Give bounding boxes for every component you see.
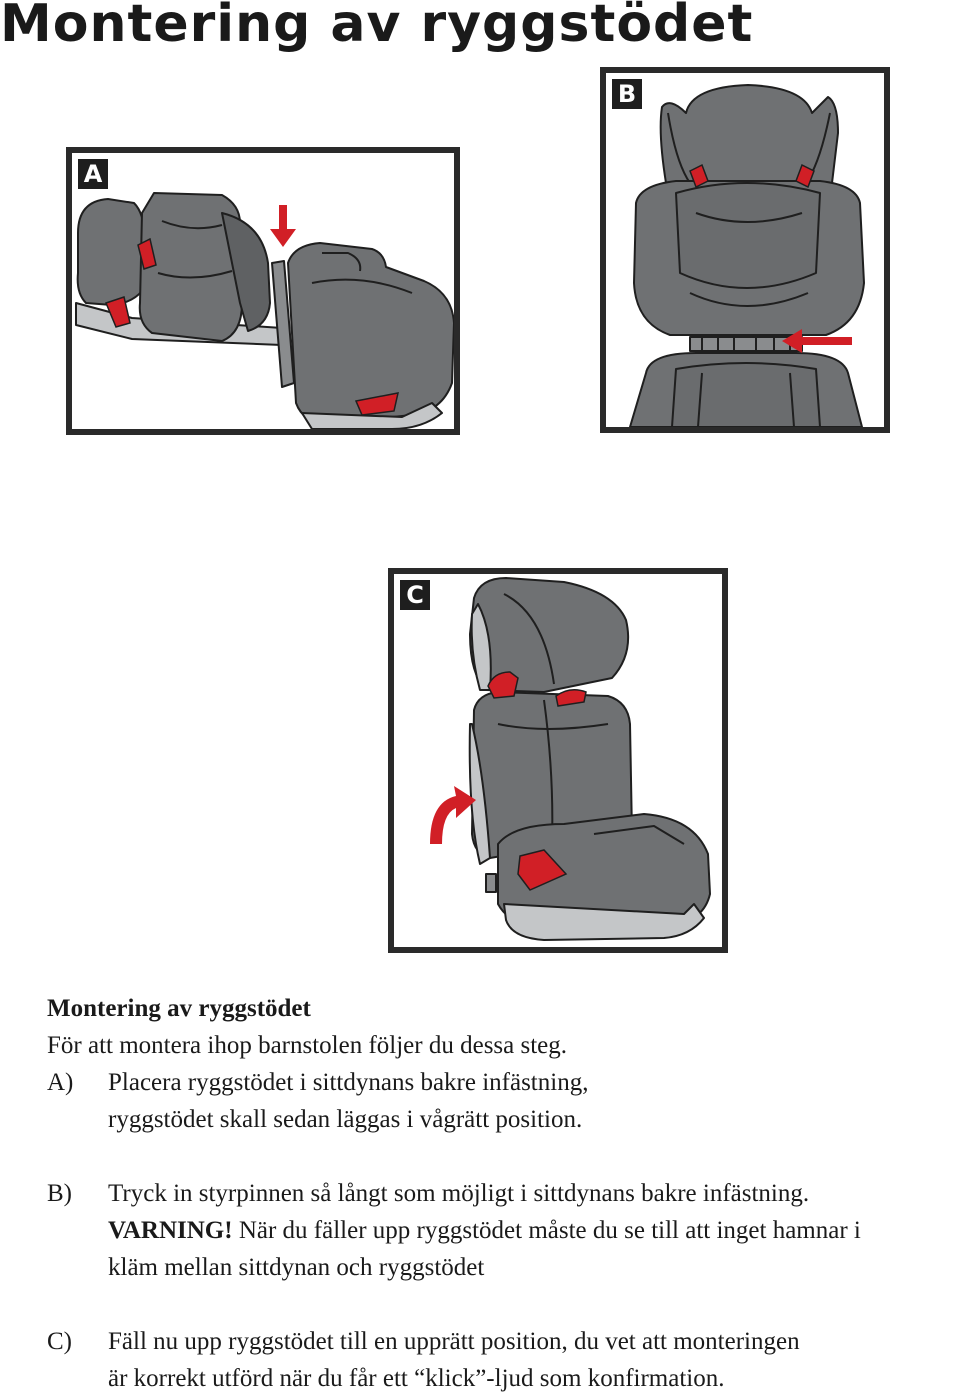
figure-a <box>66 147 460 435</box>
instructions-heading: Montering av ryggstödet <box>47 995 311 1022</box>
step-line: Tryck in styrpinnen så långt som möjligt i sittdynans bakre infästning. <box>108 1180 810 1207</box>
warning-label: VARNING! <box>108 1217 233 1244</box>
curved-arrow-icon <box>394 574 722 947</box>
step-line: Fäll nu upp ryggstödet till en upprätt position, du vet att monteringen <box>108 1328 800 1355</box>
warning-line <box>108 1212 957 1249</box>
instructions-intro: För att montera ihop barnstolen följer du dessa steg. <box>47 1032 568 1059</box>
warning-continuation: kläm mellan sittdynan och ryggstödet <box>108 1254 485 1281</box>
step-b <box>47 1175 957 1286</box>
arrow-left-icon <box>606 73 884 427</box>
figure-c <box>388 568 728 953</box>
figure-b-label: B <box>612 79 642 109</box>
step-label: C) <box>47 1328 72 1355</box>
step-line: Placera ryggstödet i sittdynans bakre infästning, <box>108 1069 589 1096</box>
step-label: A) <box>47 1069 74 1096</box>
warning-text: När du fäller upp ryggstödet måste du se till att inget hamnar i <box>232 1217 861 1244</box>
step-a <box>47 1064 957 1138</box>
arrow-down-icon <box>72 153 454 429</box>
figure-a-label: A <box>78 159 108 189</box>
step-line: ryggstödet skall sedan läggas i vågrätt position. <box>108 1106 583 1133</box>
page-title: Montering av ryggstödet <box>0 0 754 54</box>
instructions <box>47 990 957 1397</box>
step-label: B) <box>47 1180 72 1207</box>
step-c <box>47 1323 957 1397</box>
figure-b <box>600 67 890 433</box>
figure-c-label: C <box>400 580 430 610</box>
step-line: är korrekt utförd när du får ett “klick”-ljud som konfirmation. <box>108 1365 725 1392</box>
